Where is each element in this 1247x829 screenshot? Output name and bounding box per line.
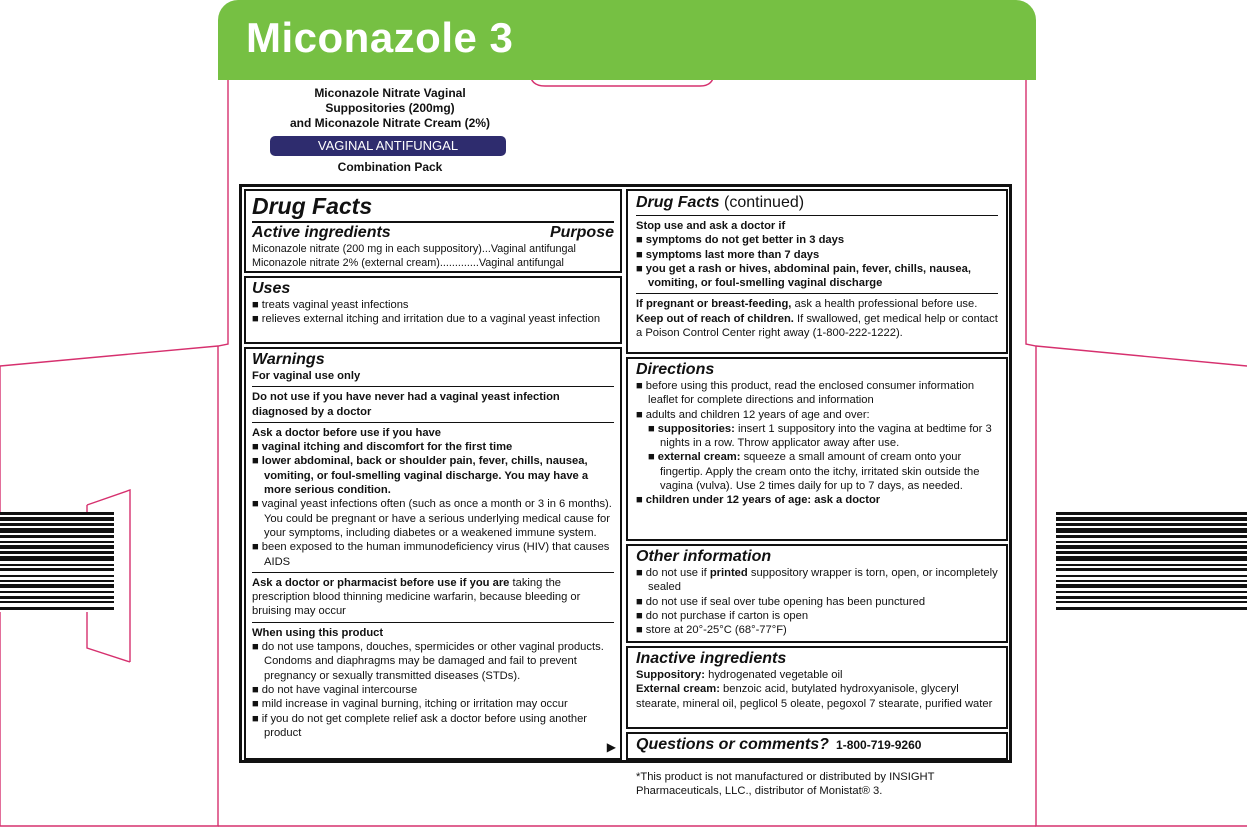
questions-section xyxy=(626,732,1008,760)
continued-title-bold: Drug Facts xyxy=(636,194,720,211)
other-info-item xyxy=(636,566,998,595)
divider xyxy=(252,386,614,387)
ask-pharmacist-bold: Ask a doctor or pharmacist before use if you are xyxy=(252,576,510,589)
active-ingredient-2: Miconazole nitrate 2% (external cream).............Vaginal antifungal xyxy=(252,257,564,270)
questions-phone: 1-800-719-9260 xyxy=(836,738,922,752)
divider xyxy=(636,293,998,294)
divider xyxy=(252,422,614,423)
pregnant-bold: If pregnant or breast-feeding, xyxy=(636,298,792,311)
continue-arrow-icon: ▶ xyxy=(606,739,616,754)
drug-facts-title: Drug Facts xyxy=(252,193,373,219)
ask-doctor-heading: Ask a doctor before use if you have xyxy=(252,426,441,439)
ask-doctor-item: ■ vaginal itching and discomfort for the first time xyxy=(252,440,614,454)
other-1b: printed xyxy=(709,567,748,579)
continued-title xyxy=(636,193,998,212)
other-info-item: ■ do not use if seal over tube opening has been punctured xyxy=(636,595,998,609)
ask-doctor-item: ■ vaginal yeast infections often (such as once a month or 3 in 6 months). You could be pregnant or have a serious underlying medical cause for your symptoms, including diabetes or a weakened immune system. xyxy=(252,497,614,540)
when-using-item: ■ do not use tampons, douches, spermicides or other vaginal products. Condoms and diaphragms may be damaged and fail to prevent pregnancy or sexually transmitted diseases (STDs). xyxy=(252,640,614,683)
pack-type: Combination Pack xyxy=(337,160,443,174)
continued-title-rest: (continued) xyxy=(719,194,805,211)
purpose-heading: Purpose xyxy=(549,224,614,241)
when-using-item: ■ mild increase in vaginal burning, itching or irritation may occur xyxy=(252,697,614,711)
other-information-section xyxy=(626,544,1008,643)
product-line-3: and Miconazole Nitrate Cream (2%) xyxy=(289,116,491,130)
inactive-ingredients-heading: Inactive ingredients xyxy=(636,650,787,667)
divider xyxy=(636,215,998,216)
active-header-row xyxy=(252,224,614,242)
inactive-ingredients-section xyxy=(626,646,1008,729)
product-line-2: Suppositories (200mg) xyxy=(325,101,455,115)
drug-facts-left-top xyxy=(244,189,622,273)
uses-item: ■ relieves external itching and irritation due to a vaginal yeast infection xyxy=(252,312,614,326)
keep-bold: Keep out of reach of children. xyxy=(636,312,794,325)
directions-subitem xyxy=(636,422,998,451)
cream-rest: squeeze a small amount of cream onto your fingertip. Apply the cream onto the itchy, irritated skin outside the vagina (vulva). Use 2 times daily for up to 7 days, as needed. xyxy=(660,451,980,493)
inactive-2-bold: External cream: xyxy=(636,683,720,696)
keep-rest: If swallowed, get medical help or contact a Poison Control Center right away (1-800-222-1222). xyxy=(636,312,998,340)
barcode-left xyxy=(0,512,114,662)
uses-item: ■ treats vaginal yeast infections xyxy=(252,298,614,312)
other-1a: do not use if xyxy=(645,567,710,579)
ask-doctor-item: ■ been exposed to the human immunodeficiency virus (HIV) that causes AIDS xyxy=(252,540,614,569)
other-1c: suppository wrapper is torn, open, or incompletely sealed xyxy=(648,567,998,594)
when-using-item: ■ do not have vaginal intercourse xyxy=(252,683,614,697)
barcode-stripe xyxy=(1056,610,1247,612)
pregnant-rest: ask a health professional before use. xyxy=(791,298,978,311)
directions-item: ■ adults and children 12 years of age and over: xyxy=(636,408,998,422)
stop-use-heading: Stop use and ask a doctor if xyxy=(636,220,786,232)
questions-label: Questions or comments? xyxy=(636,736,829,753)
inactive-1-bold: Suppository: xyxy=(636,669,705,681)
suppositories-rest: insert 1 suppository into the vagina at bedtime for 3 nights in a row. Throw applicator away after use. xyxy=(660,422,992,450)
stop-use-item: ■ symptoms last more than 7 days xyxy=(636,248,998,262)
directions-subitem xyxy=(636,450,998,493)
footnote: *This product is not manufactured or distributed by INSIGHT Pharmaceuticals, LLC., distributor of Monistat® 3. xyxy=(636,771,935,797)
do-not-use: Do not use if you have never had a vaginal yeast infection diagnosed by a doctor xyxy=(252,391,560,418)
other-info-item: ■ store at 20°-25°C (68°-77°F) xyxy=(636,623,998,637)
pregnant-warning xyxy=(636,297,998,311)
directions-heading: Directions xyxy=(636,361,715,378)
ask-pharmacist xyxy=(252,576,614,619)
inactive-suppository xyxy=(636,668,998,682)
active-ingredients-heading: Active ingredients xyxy=(252,224,391,241)
ask-doctor-item: ■ lower abdominal, back or shoulder pain, fever, chills, nausea, vomiting, or foul-smelling vaginal discharge. You may have a more serious condition. xyxy=(252,454,614,497)
directions-section xyxy=(626,357,1008,541)
divider xyxy=(252,622,614,623)
stop-use-item: ■ you get a rash or hives, abdominal pain, fever, chills, nausea, vomiting, or foul-smelling vaginal discharge xyxy=(636,262,998,291)
inactive-2-rest: benzoic acid, butylated hydroxyanisole, glyceryl stearate, mineral oil, peglicol 5 oleate, pegoxol 7 stearate, purified water xyxy=(636,683,993,710)
product-description xyxy=(240,86,540,131)
brand-title: Miconazole 3 xyxy=(246,14,514,61)
barcode-stripe xyxy=(0,610,114,612)
divider xyxy=(252,572,614,573)
warnings-heading: Warnings xyxy=(252,351,325,368)
inactive-cream xyxy=(636,682,998,711)
active-ingredient-1: Miconazole nitrate (200 mg in each suppository)...Vaginal antifungal xyxy=(252,243,576,255)
barcode-right xyxy=(1056,512,1247,662)
directions-item: ■ before using this product, read the enclosed consumer information leaflet for complete directions and information xyxy=(636,379,998,408)
divider xyxy=(252,221,614,223)
warnings-section xyxy=(244,347,622,760)
category-pill: VAGINAL ANTIFUNGAL xyxy=(270,136,506,156)
keep-out-of-reach xyxy=(636,312,998,341)
uses-section xyxy=(244,276,622,344)
cream-bold: external cream: xyxy=(657,451,741,464)
when-using-heading: When using this product xyxy=(252,626,384,639)
ask-pharmacist-rest: taking the prescription blood thinning medicine warfarin, because bleeding or bruising may occur xyxy=(252,576,581,618)
uses-heading: Uses xyxy=(252,280,291,297)
inactive-1-rest: hydrogenated vegetable oil xyxy=(705,669,843,681)
product-line-1: Miconazole Nitrate Vaginal xyxy=(314,86,466,100)
when-using-item: ■ if you do not get complete relief ask a doctor before using another product xyxy=(252,712,614,741)
other-info-item: ■ do not purchase if carton is open xyxy=(636,609,998,623)
stop-use-item: ■ symptoms do not get better in 3 days xyxy=(636,233,998,247)
other-information-heading: Other information xyxy=(636,548,772,565)
drug-facts-continued xyxy=(626,189,1008,354)
directions-item: ■ children under 12 years of age: ask a doctor xyxy=(636,493,998,507)
vaginal-use-only: For vaginal use only xyxy=(252,370,361,382)
suppositories-bold: suppositories: xyxy=(657,422,735,435)
